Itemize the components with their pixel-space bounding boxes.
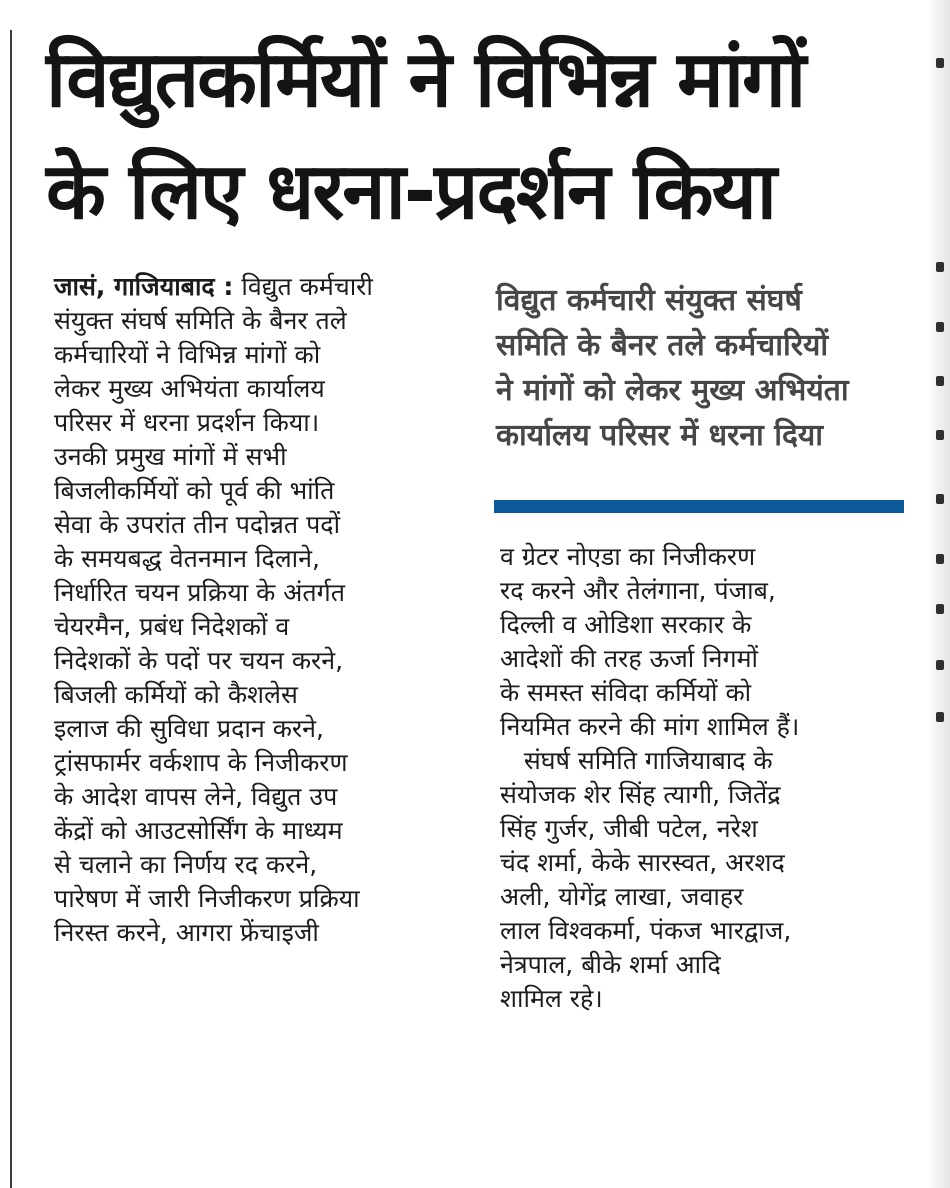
article-line: आदेशों की तरह ऊर्जा निगमों [500, 644, 759, 673]
article-line: सेवा के उपरांत तीन पदोन्नत पदों [54, 510, 341, 539]
article-line: इलाज की सुविधा प्रदान करने, [54, 714, 324, 743]
article-line: नेत्रपाल, बीके शर्मा आदि [500, 950, 721, 979]
article-line: ट्रांसफार्मर वर्कशाप के निजीकरण [54, 748, 348, 777]
dateline: जासं, गाजियाबाद : [54, 272, 234, 301]
pull-quote [496, 278, 906, 458]
adjacent-text-fragment [936, 554, 944, 564]
article-line [54, 270, 464, 304]
headline-line: के लिए धरना-प्रदर्शन किया [46, 147, 776, 237]
article-line: सिंह गुर्जर, जीबी पटेल, नरेश [500, 814, 758, 843]
article-line: पारेषण में जारी निजीकरण प्रक्रिया [54, 884, 360, 913]
adjacent-text-fragment [936, 322, 944, 332]
article-line: नियमित करने की मांग शामिल हैं। [500, 712, 800, 741]
article-line: बिजलीकर्मियों को पूर्व की भांति [54, 476, 335, 505]
adjacent-page-edge [928, 0, 950, 1188]
article-line: कर्मचारियों ने विभिन्न मांगों को [54, 340, 321, 369]
article-line: दिल्ली व ओडिशा सरकार के [500, 610, 752, 639]
pull-quote-line: कार्यालय परिसर में धरना दिया [496, 418, 824, 453]
article-line: के समयबद्ध वेतनमान दिलाने, [54, 544, 320, 573]
article-line: परिसर में धरना प्रदर्शन किया। [54, 408, 320, 437]
article-line: चेयरमैन, प्रबंध निदेशकों व [54, 612, 290, 641]
article-line: संयुक्त संघर्ष समिति के बैनर तले [54, 306, 347, 335]
article-line: केंद्रों को आउटसोर्सिंग के माध्यम [54, 816, 343, 845]
article-line: संघर्ष समिति गाजियाबाद के [500, 746, 773, 775]
article-line: लेकर मुख्य अभियंता कार्यालय [54, 374, 325, 403]
article-line: के समस्त संविदा कर्मियों को [500, 678, 752, 707]
article-line-text: विद्युत कर्मचारी [233, 272, 373, 301]
article-line: निर्धारित चयन प्रक्रिया के अंतर्गत [54, 578, 345, 607]
adjacent-text-fragment [936, 712, 944, 722]
adjacent-text-fragment [936, 430, 944, 440]
article-line: निदेशकों के पदों पर चयन करने, [54, 646, 344, 675]
pull-quote-line: समिति के बैनर तले कर्मचारियों [496, 328, 829, 363]
headline-line: विद्युतकर्मियों ने विभिन्न मांगों [46, 35, 805, 125]
article-left-column [54, 270, 464, 950]
article-line: उनकी प्रमुख मांगों में सभी [54, 442, 287, 471]
article-line: अली, योगेंद्र लाखा, जवाहर [500, 882, 744, 911]
adjacent-text-fragment [936, 58, 944, 68]
article-line: चंद शर्मा, केके सारस्वत, अरशद [500, 848, 785, 877]
headline [46, 24, 886, 248]
pull-quote-line: विद्युत कर्मचारी संयुक्त संघर्ष [496, 283, 802, 318]
article-line: लाल विश्वकर्मा, पंकज भारद्वाज, [500, 916, 792, 945]
article-line: व ग्रेटर नोएडा का निजीकरण [500, 542, 756, 571]
article-right-column [500, 540, 910, 1016]
article-line: निरस्त करने, आगरा फ्रेंचाइजी [54, 918, 319, 947]
adjacent-text-fragment [936, 494, 944, 504]
article-line: बिजली कर्मियों को कैशलेस [54, 680, 298, 709]
article-line: से चलाने का निर्णय रद करने, [54, 850, 318, 879]
article-line: रद करने और तेलंगाना, पंजाब, [500, 576, 776, 605]
column-divider-rule [10, 30, 12, 1188]
pull-quote-line: ने मांगों को लेकर मुख्य अभियंता [496, 373, 849, 408]
article-line: के आदेश वापस लेने, विद्युत उप [54, 782, 338, 811]
adjacent-text-fragment [936, 660, 944, 670]
adjacent-text-fragment [936, 604, 944, 614]
article-line: संयोजक शेर सिंह त्यागी, जितेंद्र [500, 780, 781, 809]
adjacent-text-fragment [936, 262, 944, 272]
adjacent-text-fragment [936, 376, 944, 386]
pull-quote-rule [494, 500, 904, 513]
article-line: शामिल रहे। [500, 984, 603, 1013]
